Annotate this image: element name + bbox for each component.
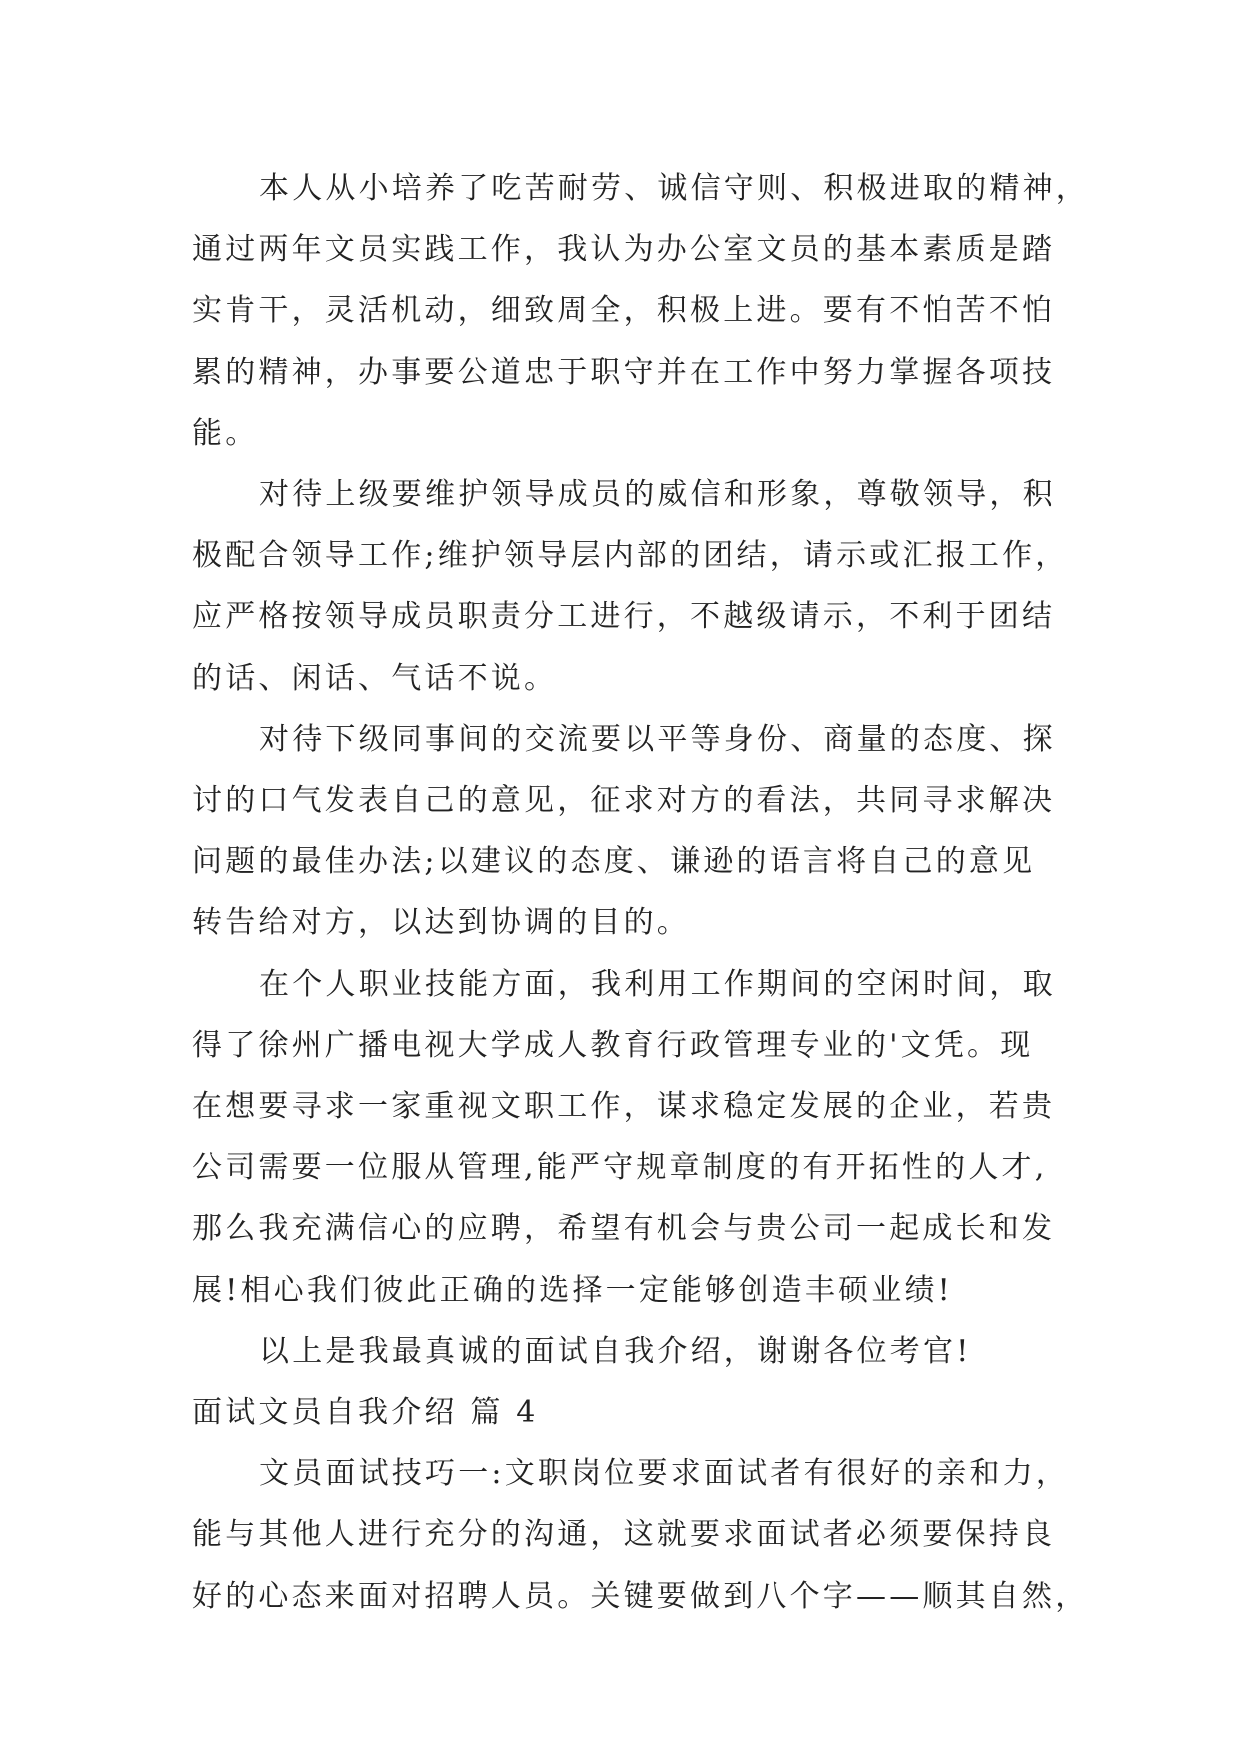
text-line: 能与其他人进行充分的沟通，这就要求面试者必须要保持良 bbox=[192, 1517, 1056, 1553]
text-line: 能。 bbox=[192, 415, 259, 451]
text-line: 讨的口气发表自己的意见，征求对方的看法，共同寻求解决 bbox=[192, 783, 1056, 819]
section-heading: 面试文员自我介绍 篇 4 bbox=[192, 1395, 539, 1431]
text-line: 问题的最佳办法;以建议的态度、谦逊的语言将自己的意见 bbox=[192, 844, 1036, 880]
text-line: 公司需要一位服从管理,能严守规章制度的有开拓性的人才, bbox=[192, 1150, 1048, 1186]
text-line: 对待下级同事间的交流要以平等身份、商量的态度、探 bbox=[259, 721, 1056, 757]
text-line: 转告给对方，以达到协调的目的。 bbox=[192, 905, 690, 941]
paragraph-self-intro bbox=[192, 158, 1089, 464]
text-line: 通过两年文员实践工作，我认为办公室文员的基本素质是踏 bbox=[192, 232, 1056, 268]
text-line: 在个人职业技能方面，我利用工作期间的空闲时间，取 bbox=[259, 966, 1056, 1002]
text-line: 对待上级要维护领导成员的威信和形象，尊敬领导，积 bbox=[259, 477, 1056, 513]
paragraph-superiors bbox=[192, 464, 1069, 709]
paragraph-interview-tips bbox=[192, 1443, 1089, 1627]
text-line: 应严格按领导成员职责分工进行，不越级请示，不利于团结 bbox=[192, 599, 1056, 635]
text-line: 那么我充满信心的应聘，希望有机会与贵公司一起成长和发 bbox=[192, 1211, 1056, 1247]
text-line: 在想要寻求一家重视文职工作，谋求稳定发展的企业，若贵 bbox=[192, 1089, 1056, 1125]
text-line: 的话、闲话、气话不说。 bbox=[192, 660, 558, 696]
text-line: 极配合领导工作;维护领导层内部的团结，请示或汇报工作， bbox=[192, 538, 1069, 574]
document-body bbox=[192, 158, 1089, 1627]
paragraph-skills bbox=[192, 954, 1062, 1321]
text-line: 本人从小培养了吃苦耐劳、诚信守则、积极进取的精神， bbox=[259, 171, 1089, 206]
text-line: 以上是我最真诚的面试自我介绍，谢谢各位考官! bbox=[259, 1333, 972, 1369]
paragraph-closing bbox=[192, 1321, 1062, 1382]
text-line: 文员面试技巧一:文职岗位要求面试者有很好的亲和力， bbox=[259, 1456, 1070, 1492]
paragraph-subordinates bbox=[192, 709, 1062, 954]
text-line: 得了徐州广播电视大学成人教育行政管理专业的'文凭。现 bbox=[192, 1027, 1034, 1063]
text-line: 好的心态来面对招聘人员。关键要做到八个字——顺其自然， bbox=[192, 1578, 1089, 1614]
text-line: 实肯干，灵活机动，细致周全，积极上进。要有不怕苦不怕 bbox=[192, 293, 1056, 329]
text-line: 累的精神，办事要公道忠于职守并在工作中努力掌握各项技 bbox=[192, 354, 1056, 390]
text-line: 展!相心我们彼此正确的选择一定能够创造丰硕业绩! bbox=[192, 1272, 953, 1308]
